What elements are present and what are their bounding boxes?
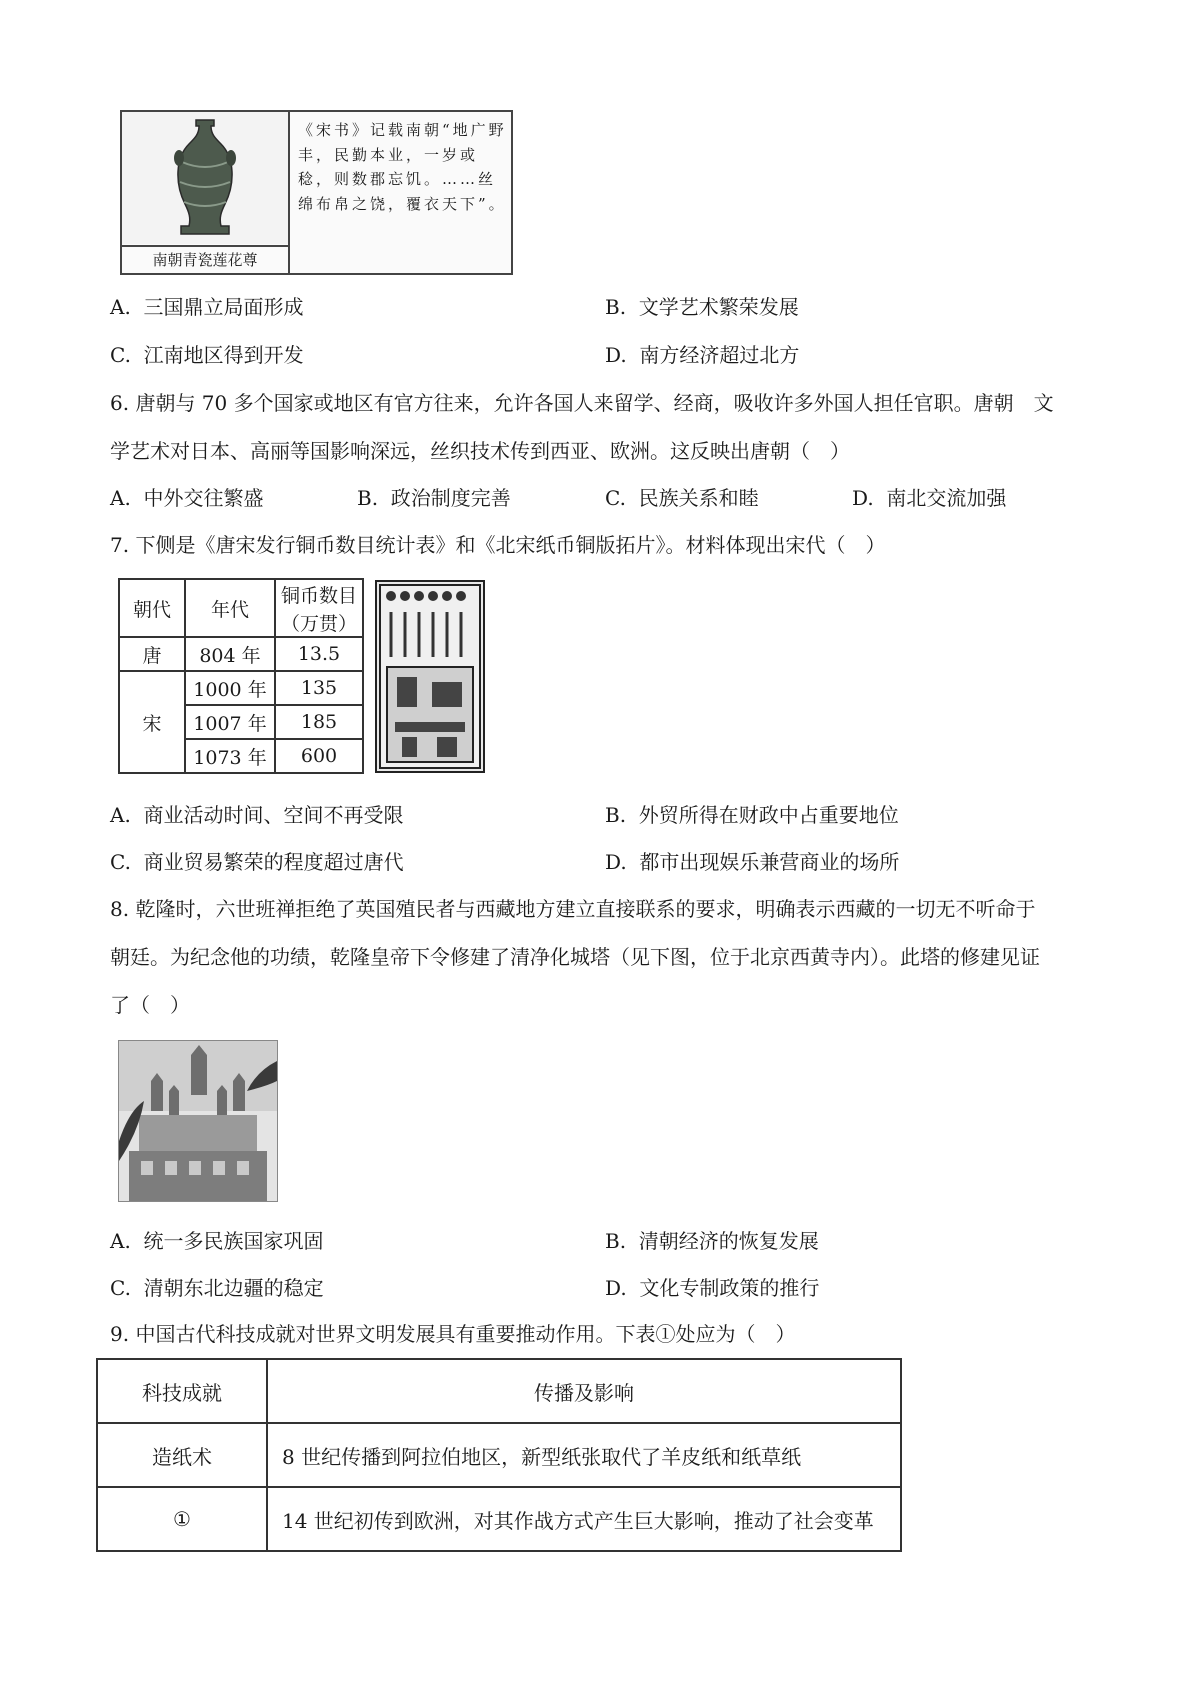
table-cell: 1000 年 [185,671,275,705]
q8-option-d[interactable]: D. 文化专制政策的推行 [605,1276,820,1300]
table-cell: 135 [275,671,363,705]
table-row [119,579,363,608]
banknote-rubbing-image [375,580,485,773]
vase-figure [120,110,513,275]
table-cell: ① [97,1487,267,1551]
table-cell: 804 年 [185,637,275,671]
table-cell: 造纸术 [97,1423,267,1487]
q8-stem-line1: 8. 乾隆时，六世班禅拒绝了英国殖民者与西藏地方建立直接联系的要求，明确表示西藏的一切无不听命于 [110,897,1036,921]
table-cell: 1007 年 [185,705,275,739]
q7-option-d[interactable]: D. 都市出现娱乐兼营商业的场所 [605,850,900,874]
table-header: （万贯） [275,608,363,637]
q7-stem: 7. 下侧是《唐宋发行铜币数目统计表》和《北宋纸币铜版拓片》。材料体现出宋代（ ） [110,533,886,557]
q5-option-b[interactable]: B. 文学艺术繁荣发展 [605,295,799,319]
table-header: 朝代 [119,579,185,637]
table-cell: 13.5 [275,637,363,671]
table-row [119,671,363,705]
q7-option-b[interactable]: B. 外贸所得在财政中占重要地位 [605,803,899,827]
pagoda-icon [119,1041,277,1201]
table-row [97,1487,901,1551]
q8-option-c[interactable]: C. 清朝东北边疆的稳定 [110,1276,324,1300]
q5-option-d[interactable]: D. 南方经济超过北方 [605,343,800,367]
song-book-quote: 《宋书》记载南朝“地广野丰，民勤本业，一岁或稔，则数郡忘饥。……丝绵布帛之饶，覆衣天下”。 [298,121,507,213]
table-cell: 14 世纪初传到欧洲，对其作战方式产生巨大影响，推动了社会变革 [267,1487,901,1551]
q5-option-c[interactable]: C. 江南地区得到开发 [110,343,304,367]
table-cell: 1073 年 [185,739,275,773]
q8-option-a[interactable]: A. 统一多民族国家巩固 [110,1229,324,1253]
table-header: 铜币数目 [275,579,363,608]
table-row [97,1359,901,1423]
q8-stem-line2: 朝廷。为纪念他的功绩，乾隆皇帝下令修建了清净化城塔（见下图，位于北京西黄寺内）。此塔的修建见证 [110,945,1040,969]
table-header: 年代 [185,579,275,637]
vase-icon [122,112,288,244]
vase-caption: 南朝青瓷莲花尊 [122,245,288,273]
q8-stem-line3: 了（ ） [110,993,190,1017]
table-cell: 宋 [119,671,185,773]
table-row [97,1423,901,1487]
banknote-icon [377,582,483,771]
table-header: 传播及影响 [267,1359,901,1423]
q5-option-a[interactable]: A. 三国鼎立局面形成 [110,295,304,319]
q9-stem: 9. 中国古代科技成就对世界文明发展具有重要推动作用。下表①处应为（ ） [110,1322,796,1346]
table-cell: 600 [275,739,363,773]
q6-option-c[interactable]: C. 民族关系和睦 [605,486,759,510]
q6-stem-line1: 6. 唐朝与 70 多个国家或地区有官方往来，允许各国人来留学、经商，吸收许多外国人担任官职。唐朝 文 [110,391,1054,415]
q6-option-d[interactable]: D. 南北交流加强 [852,486,1007,510]
table-cell: 185 [275,705,363,739]
q8-option-b[interactable]: B. 清朝经济的恢复发展 [605,1229,819,1253]
table-cell: 唐 [119,637,185,671]
table-cell: 8 世纪传播到阿拉伯地区，新型纸张取代了羊皮纸和纸草纸 [267,1423,901,1487]
q6-stem-line2: 学艺术对日本、高丽等国影响深远，丝织技术传到西亚、欧洲。这反映出唐朝（ ） [110,439,850,463]
q6-option-a[interactable]: A. 中外交往繁盛 [110,486,264,510]
vase-image [122,112,290,273]
q7-option-c[interactable]: C. 商业贸易繁荣的程度超过唐代 [110,850,404,874]
pagoda-photo [118,1040,278,1202]
q7-option-a[interactable]: A. 商业活动时间、空间不再受限 [110,803,404,827]
q6-option-b[interactable]: B. 政治制度完善 [357,486,511,510]
tech-achievement-table [96,1358,902,1552]
table-row [119,637,363,671]
coin-statistics-table [118,578,364,774]
table-header: 科技成就 [97,1359,267,1423]
